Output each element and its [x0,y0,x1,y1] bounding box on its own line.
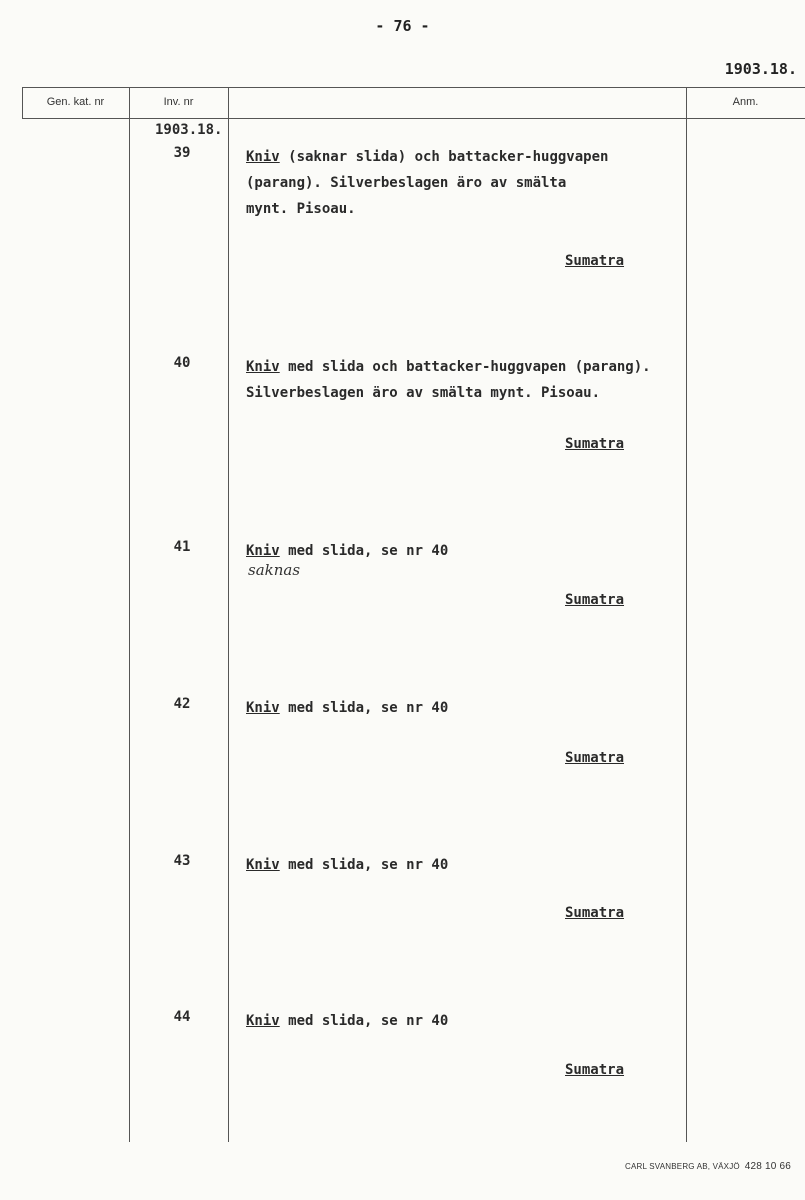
page-number: - 76 - [375,17,430,35]
entry-place: Sumatra [565,592,625,608]
form-code: 428 10 66 [744,1161,791,1172]
entry-keyword: Kniv [246,149,280,165]
column-divider-2 [228,87,229,1142]
entry-place: Sumatra [565,436,625,452]
entry-keyword: Kniv [246,359,280,375]
column-divider-3 [686,87,687,1142]
entry-description [246,852,696,878]
entry-description [246,144,696,222]
entry-text: med slida och battacker-huggvapen (parang). Silverbeslagen äro av smälta mynt. Pisoau. [246,359,651,401]
entry-place: Sumatra [565,905,625,921]
entry-description [246,538,696,564]
entry-text: med slida, se nr 40 [279,543,449,559]
inventory-prefix: 1903.18. [155,122,223,138]
entry-place: Sumatra [565,253,625,269]
entry-keyword: Kniv [246,700,280,716]
handwritten-note: saknas [248,561,301,579]
entry-place: Sumatra [565,1062,625,1078]
column-divider-1 [129,87,130,1142]
entry-text: med slida, se nr 40 [279,700,449,716]
entry-description [246,354,716,406]
entry-description [246,1008,696,1034]
inventory-number: 39 [173,145,191,161]
printer-imprint [625,1161,791,1172]
header-bottom-rule [22,118,805,119]
inventory-number: 40 [173,355,191,371]
entry-keyword: Kniv [246,857,280,873]
entry-keyword: Kniv [246,1013,280,1029]
inventory-number: 41 [173,539,191,555]
entry-place: Sumatra [565,750,625,766]
entry-description [246,695,696,721]
inventory-number: 43 [173,853,191,869]
column-header-anm: Anm. [732,96,759,108]
entry-keyword: Kniv [246,543,280,559]
entry-text: med slida, se nr 40 [279,857,449,873]
entry-text: med slida, se nr 40 [279,1013,449,1029]
column-header-inv-nr: Inv. nr [163,96,194,108]
table-top-rule [22,87,805,88]
printer-name: CARL SVANBERG AB, VÄXJÖ [624,1162,740,1171]
inventory-number: 42 [173,696,191,712]
catalog-reference: 1903.18. [724,60,797,78]
entry-text: (saknar slida) och battacker-huggvapen (parang). Silverbeslagen äro av smälta mynt. Pisoau. [246,149,609,217]
column-header-gen-kat-nr: Gen. kat. nr [46,96,105,108]
inventory-number: 44 [173,1009,191,1025]
